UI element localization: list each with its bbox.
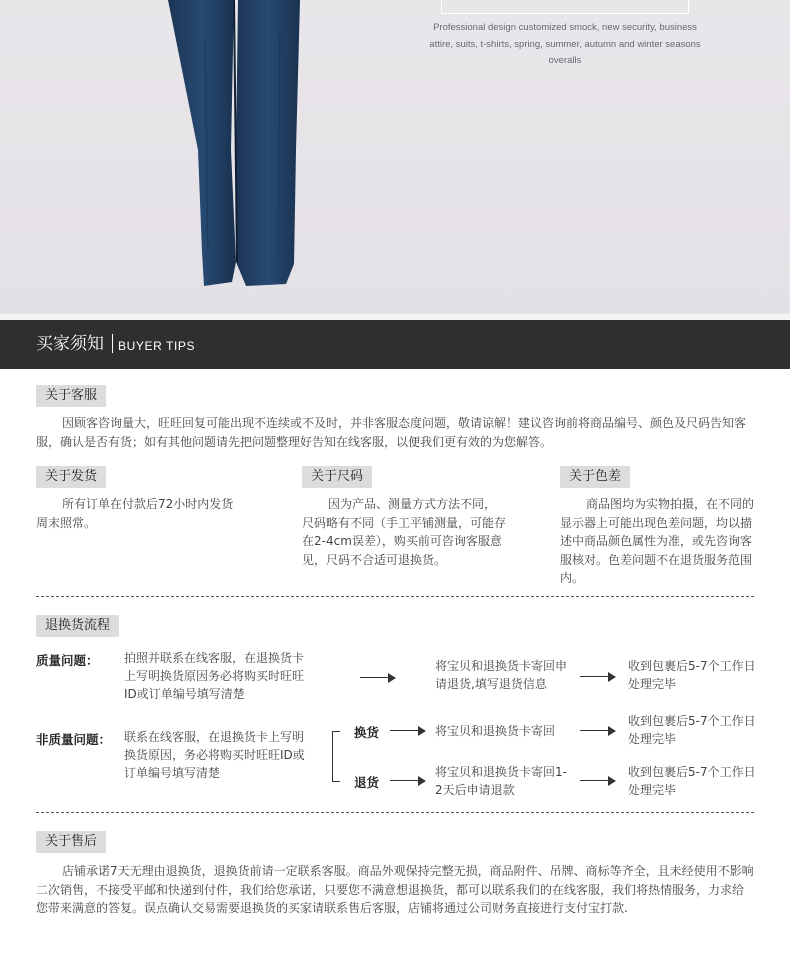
non-quality-issue-label: 非质量问题： <box>36 732 112 747</box>
shipping-tag: 关于发货 <box>36 466 106 488</box>
shipping-text: 所有订单在付款后72小时内发货周末照常。 <box>36 497 234 530</box>
banner-title-cn: 买家须知 <box>36 334 104 354</box>
non-quality-step-1: 联系在线客服，在退换货卡上写明换货原因，务必将购买时旺旺ID或订单编号填写清楚 <box>124 730 305 780</box>
quality-issue-label: 质量问题： <box>36 653 99 668</box>
after-sales-text: 店铺承诺7天无理由退换货，退换货前请一定联系客服。商品外观保持完整无损，商品附件、吊牌、商标等齐全，且未经使用不影响二次销售，不接受平邮和快递到付件，我们给您承诺，只要您不满意想退换货，都可以联系我们的在线客服，我们将热情服务，力求给您带来满意的答复。误点确认交易需要退换货的买家请联系售后客服，店铺将通过公司财务直接进行支付宝打款. <box>36 864 754 915</box>
divider-dashed <box>36 596 754 597</box>
divider-dashed <box>36 812 754 813</box>
refund-result: 收到包裹后5-7个工作日处理完毕 <box>628 765 756 797</box>
returns-flow-tag: 退换货流程 <box>36 615 119 637</box>
caption-frame <box>441 0 689 14</box>
product-caption: Professional design customized smock, new security, business attire, suits, t-shirts, spring, summer, autumn and winter seasons overalls <box>429 22 701 66</box>
arrow-icon <box>580 672 616 682</box>
exchange-step: 将宝贝和退换货卡寄回 <box>435 724 556 738</box>
quality-step-2: 将宝贝和退换货卡寄回申请退货,填写退货信息 <box>435 659 568 691</box>
customer-service-tag: 关于客服 <box>36 385 106 407</box>
arrow-icon <box>390 776 426 786</box>
color-diff-text: 商品图均为实物拍摄，在不同的显示器上可能出现色差问题，均以描述中商品颜色属性为准，或先咨询客服核对。色差问题不在退货服务范围内。 <box>560 497 755 585</box>
sizing-tag: 关于尺码 <box>302 466 372 488</box>
customer-service-text: 因顾客咨询量大，旺旺回复可能出现不连续或不及时，并非客服态度问题，敬请谅解！建议咨询前将商品编号、颜色及尺码告知客服，确认是否有货；如有其他问题请先把问题整理好告知在线客服，以便我们更有效的为您解答。 <box>36 416 747 449</box>
after-sales-tag: 关于售后 <box>36 831 106 853</box>
banner-separator <box>112 334 113 353</box>
color-diff-tag: 关于色差 <box>560 466 630 488</box>
arrow-icon <box>580 726 616 736</box>
exchange-result: 收到包裹后5-7个工作日处理完毕 <box>628 714 756 746</box>
quality-step-1: 拍照并联系在线客服，在退换货卡上写明换货原因务必将购买时旺旺ID或订单编号填写清楚 <box>124 651 305 701</box>
refund-label: 退货 <box>354 775 380 790</box>
product-image <box>0 0 790 314</box>
arrow-icon <box>360 673 396 683</box>
exchange-label: 换货 <box>354 725 380 740</box>
banner-title-en: BUYER TIPS <box>118 339 196 353</box>
sizing-text: 因为产品、测量方式方法不同，尺码略有不同（手工平铺测量，可能存在2-4cm误差），购买前可咨询客服意见，尺码不合适可退换货。 <box>302 497 507 567</box>
arrow-icon <box>390 726 426 736</box>
refund-step: 将宝贝和退换货卡寄回1-2天后申请退款 <box>435 765 567 797</box>
pants-image <box>0 0 420 314</box>
arrow-icon <box>580 776 616 786</box>
quality-step-3: 收到包裹后5-7个工作日处理完毕 <box>628 659 756 691</box>
flow-bracket <box>332 731 340 782</box>
